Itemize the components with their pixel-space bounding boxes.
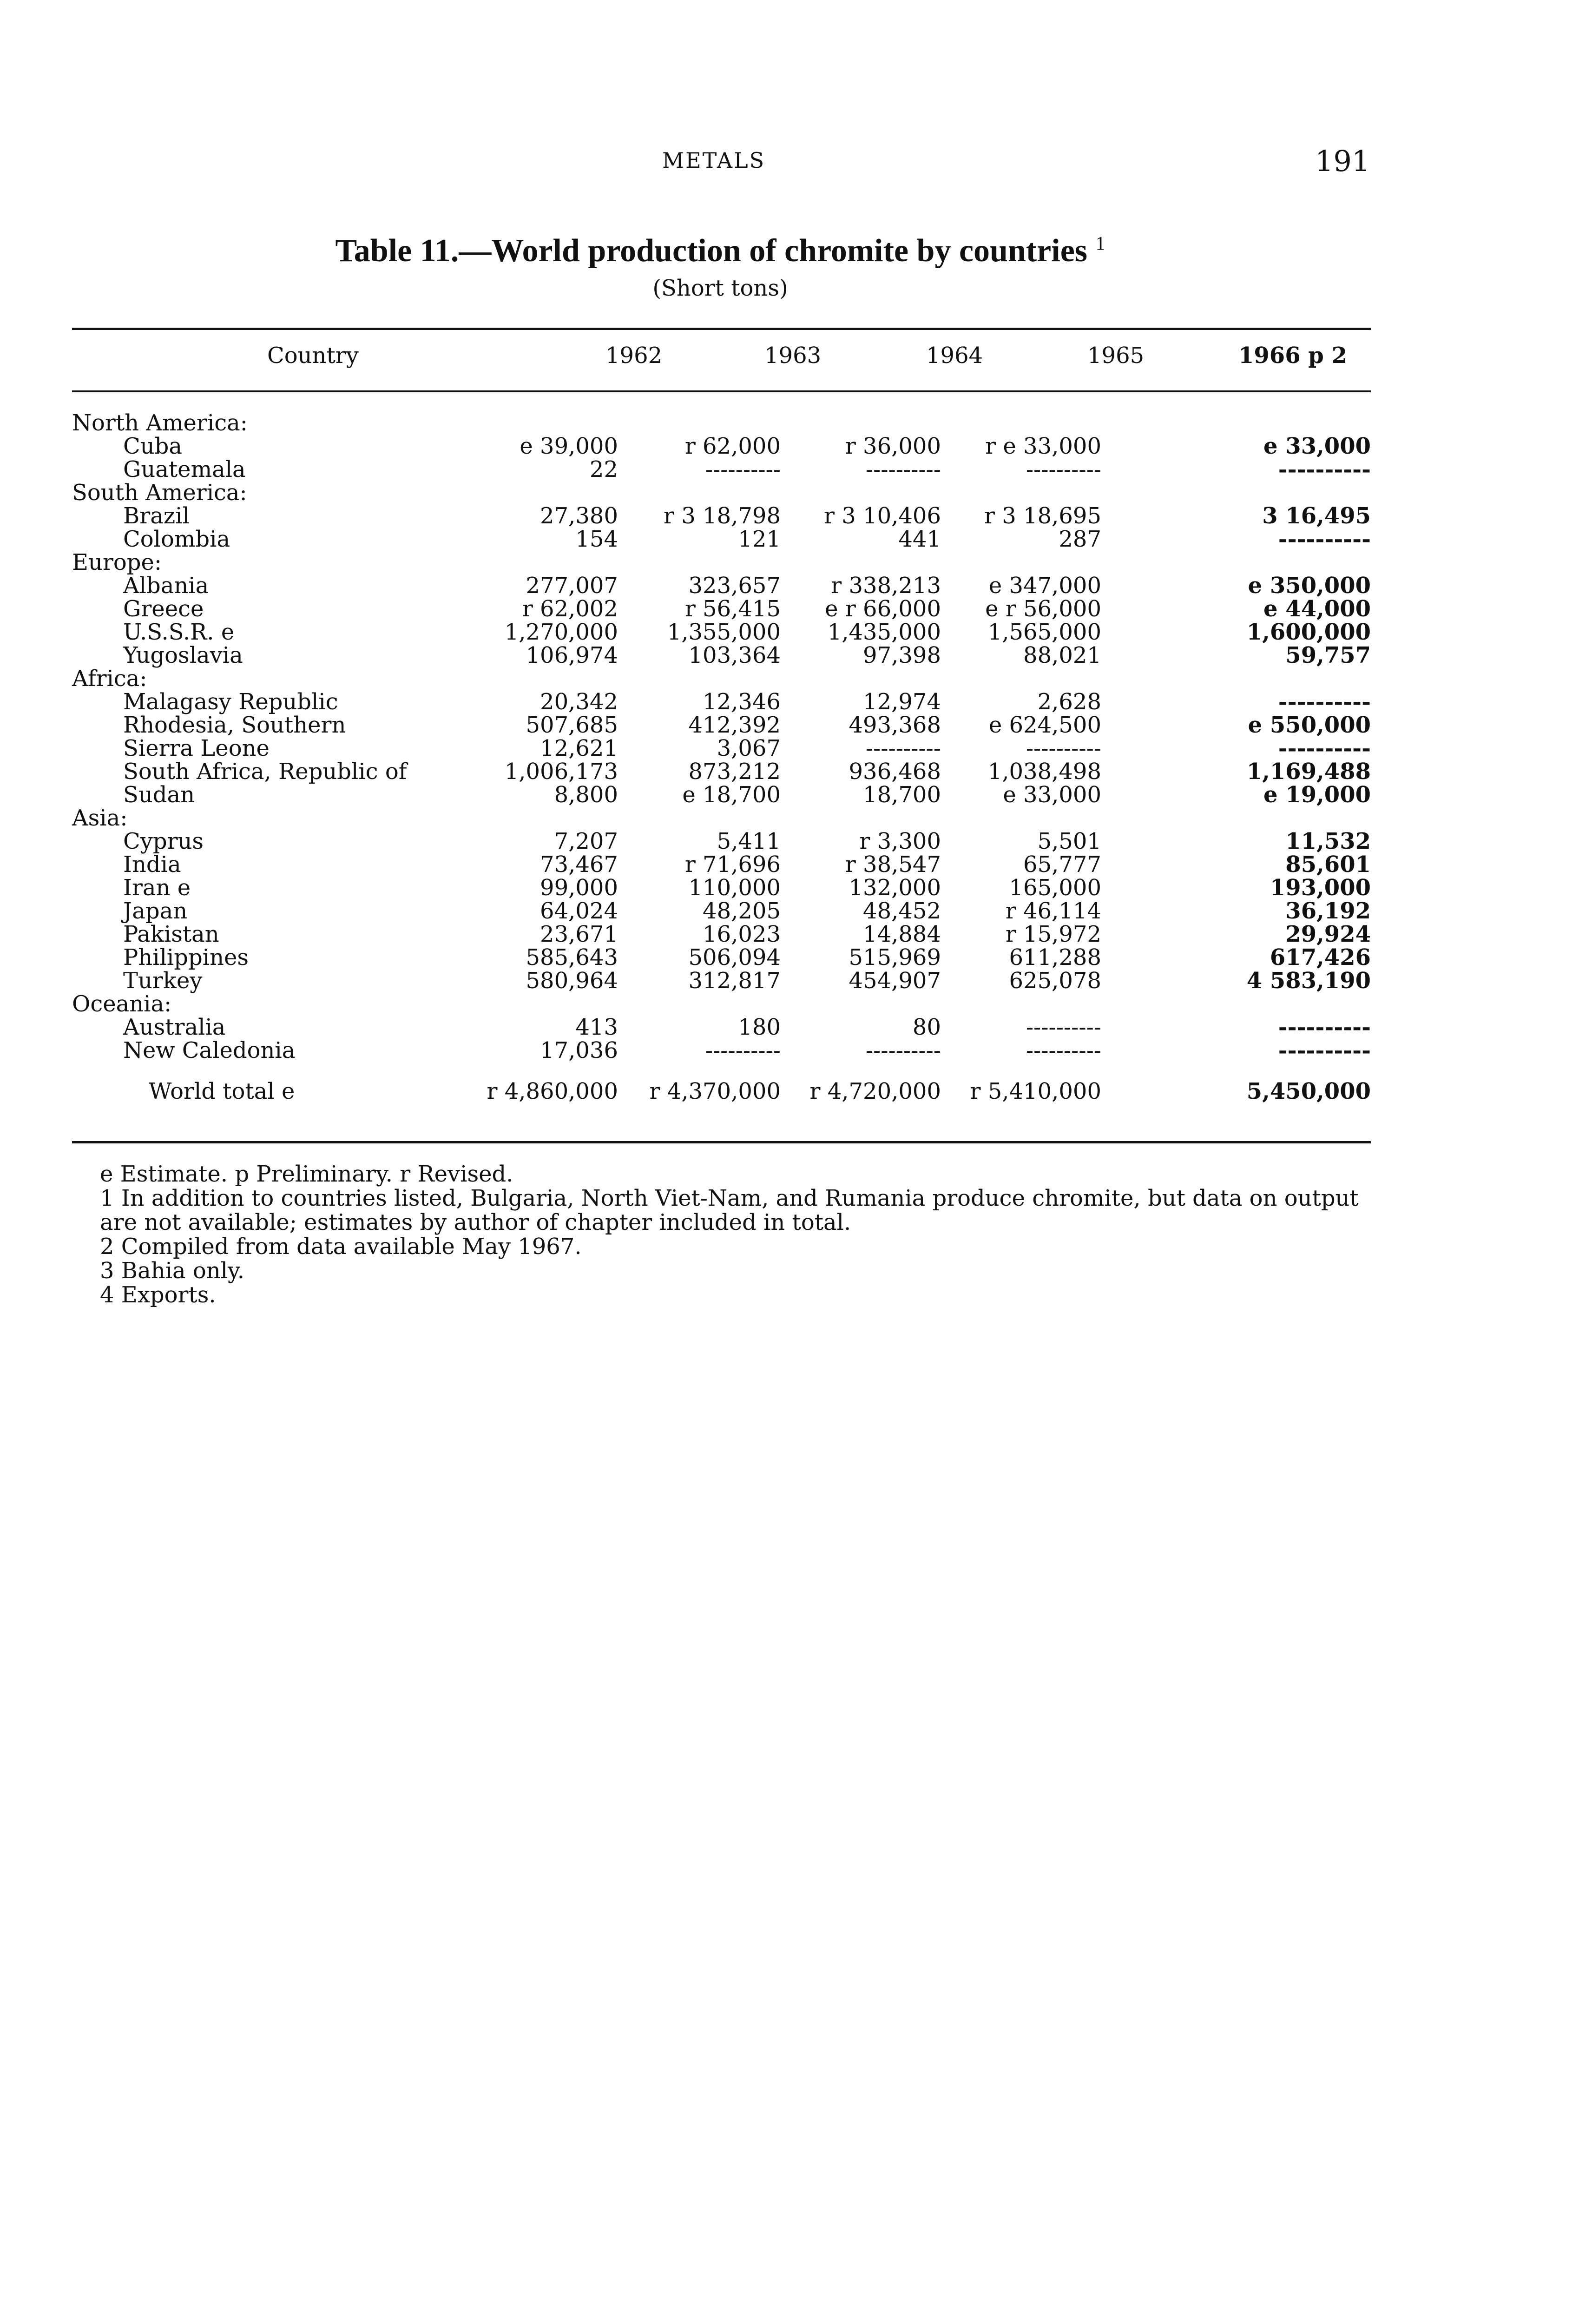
cell-1966: ---------- (1278, 689, 1371, 715)
table-row (72, 876, 1371, 899)
cell-1963: 412,392 (688, 712, 781, 738)
row-label: South Africa, Republic of (123, 759, 407, 785)
table-row (72, 853, 1371, 876)
row-label: Sierra Leone (123, 735, 270, 761)
region-row (72, 667, 1371, 690)
cell-1962: 22 (589, 456, 618, 482)
cell-1965: 65,777 (1023, 852, 1101, 878)
table-row (72, 923, 1371, 946)
cell-1964: r 38,547 (845, 852, 941, 878)
cell-1964: r 338,213 (831, 573, 941, 599)
table-row (72, 760, 1371, 783)
region-row (72, 806, 1371, 830)
cell-1966: e 350,000 (1248, 573, 1371, 599)
cell-1962: r 4,860,000 (487, 1078, 618, 1104)
cell-1964: 48,452 (863, 898, 941, 924)
col-1966: 1966 p 2 (1238, 343, 1347, 369)
cell-1964: r 4,720,000 (809, 1078, 941, 1104)
footnote-4: 4 Exports. (100, 1282, 216, 1308)
table-row (72, 435, 1371, 458)
cell-1966: e 33,000 (1263, 433, 1371, 459)
cell-1964: 132,000 (849, 875, 941, 901)
row-label: Japan (123, 898, 188, 924)
cell-1965: 611,288 (1009, 944, 1101, 971)
table-row (72, 644, 1371, 667)
cell-1962: 27,380 (540, 503, 618, 529)
table-row (72, 621, 1371, 644)
cell-1962: 507,685 (526, 712, 618, 738)
col-1962: 1962 (605, 343, 663, 369)
col-1963: 1963 (764, 343, 822, 369)
row-label: Pakistan (123, 921, 219, 947)
cell-1964: 936,468 (849, 759, 941, 785)
table-row (72, 737, 1371, 760)
row-label: Turkey (123, 968, 203, 994)
cell-1964: 97,398 (863, 642, 941, 668)
table-row (72, 946, 1371, 969)
cell-1962: e 39,000 (520, 433, 618, 459)
header-rule (72, 390, 1371, 392)
row-label: Sudan (123, 782, 195, 808)
table-row (72, 528, 1371, 551)
cell-1965: r 3 18,695 (984, 503, 1101, 529)
col-country: Country (267, 343, 359, 369)
cell-1966: 11,532 (1285, 828, 1371, 854)
table-caption (0, 232, 1441, 301)
row-label: U.S.S.R. e (123, 619, 235, 645)
table-row (72, 1039, 1371, 1062)
cell-1962: 277,007 (526, 573, 618, 599)
cell-1964: 493,368 (849, 712, 941, 738)
cell-1965: e r 56,000 (985, 596, 1101, 622)
cell-1965: r 5,410,000 (970, 1078, 1101, 1104)
cell-1965: e 347,000 (988, 573, 1101, 599)
table-row (72, 504, 1371, 528)
section-title: METALS (662, 148, 766, 173)
cell-1963: r 3 18,798 (664, 503, 781, 529)
region-row (72, 411, 1371, 435)
region-row (72, 481, 1371, 504)
region-row (72, 551, 1371, 574)
cell-1963: 506,094 (688, 944, 781, 971)
cell-1965: 5,501 (1037, 828, 1101, 854)
cell-1965: 1,038,498 (987, 759, 1101, 785)
cell-1965: ---------- (1026, 1037, 1101, 1063)
cell-1962: 73,467 (540, 852, 618, 878)
cell-1963: ---------- (705, 456, 781, 482)
cell-1963: 312,817 (688, 968, 781, 994)
cell-1963: 3,067 (717, 735, 781, 761)
cell-1962: 413 (575, 1014, 618, 1040)
cell-1965: e 33,000 (1003, 782, 1101, 808)
row-label: Oceania: (72, 991, 172, 1017)
region-row (72, 992, 1371, 1016)
col-1965: 1965 (1087, 343, 1145, 369)
cell-1963: 103,364 (688, 642, 781, 668)
cell-1964: 14,884 (863, 921, 941, 947)
cell-1963: 16,023 (703, 921, 781, 947)
row-label: Rhodesia, Southern (123, 712, 346, 738)
cell-1965: 88,021 (1023, 642, 1101, 668)
row-label: Australia (123, 1014, 226, 1040)
bottom-rule (72, 1141, 1371, 1143)
cell-1966: e 19,000 (1263, 782, 1371, 808)
row-label: Europe: (72, 549, 162, 575)
cell-1964: ---------- (865, 456, 941, 482)
table-row (72, 830, 1371, 853)
table-row (72, 1016, 1371, 1039)
cell-1965: ---------- (1026, 456, 1101, 482)
cell-1966: ---------- (1278, 735, 1371, 761)
footnote-legend: e Estimate. p Preliminary. r Revised. (100, 1161, 513, 1187)
cell-1966: ---------- (1278, 1037, 1371, 1063)
cell-1963: r 56,415 (684, 596, 781, 622)
cell-1963: 323,657 (688, 573, 781, 599)
footnote-1: 1 In addition to countries listed, Bulgaria, North Viet-Nam, and Rumania produce chromite, but data on output are not available; estimates by author of chapter included in total. (100, 1185, 1359, 1235)
cell-1964: 515,969 (849, 944, 941, 971)
cell-1966: ---------- (1278, 526, 1371, 552)
row-label: North America: (72, 410, 248, 436)
cell-1966: 4 583,190 (1246, 968, 1371, 994)
cell-1962: 1,006,173 (504, 759, 618, 785)
cell-1962: 23,671 (540, 921, 618, 947)
table-title: Table 11.—World production of chromite by countries $^1$ (335, 233, 1105, 269)
cell-1966: 59,757 (1285, 642, 1371, 668)
cell-1965: ---------- (1026, 1014, 1101, 1040)
cell-1966: 36,192 (1285, 898, 1371, 924)
table-row (72, 574, 1371, 597)
cell-1962: 12,621 (540, 735, 618, 761)
cell-1966: 1,600,000 (1246, 619, 1371, 645)
cell-1966: 5,450,000 (1246, 1078, 1371, 1104)
cell-1962: 106,974 (526, 642, 618, 668)
footnotes (72, 1162, 1373, 1307)
cell-1966: ---------- (1278, 456, 1371, 482)
cell-1964: r 3 10,406 (824, 503, 941, 529)
cell-1966: 85,601 (1285, 852, 1371, 878)
cell-1966: ---------- (1278, 1014, 1371, 1040)
cell-1963: r 62,000 (684, 433, 781, 459)
total-row (72, 1080, 1371, 1103)
cell-1965: r e 33,000 (985, 433, 1101, 459)
cell-1963: 180 (738, 1014, 781, 1040)
cell-1963: 873,212 (688, 759, 781, 785)
table-row (72, 458, 1371, 481)
row-label: Cuba (123, 433, 182, 459)
table-row (72, 690, 1371, 713)
row-label: Greece (123, 596, 204, 622)
cell-1966: 1,169,488 (1246, 759, 1371, 785)
cell-1963: r 4,370,000 (649, 1078, 781, 1104)
page-number: 191 (1315, 144, 1370, 178)
cell-1963: 1,355,000 (667, 619, 781, 645)
row-label: Philippines (123, 944, 249, 971)
row-label: Iran e (123, 875, 191, 901)
row-label: South America: (72, 480, 247, 506)
row-label: Brazil (123, 503, 190, 529)
table-row (72, 969, 1371, 992)
cell-1965: 2,628 (1037, 689, 1101, 715)
cell-1963: ---------- (705, 1037, 781, 1063)
table-row (72, 899, 1371, 923)
row-label: Colombia (123, 526, 230, 552)
cell-1963: 12,346 (703, 689, 781, 715)
cell-1964: ---------- (865, 1037, 941, 1063)
row-label: World total e (149, 1078, 295, 1104)
cell-1964: 18,700 (863, 782, 941, 808)
cell-1965: 287 (1059, 526, 1101, 552)
cell-1966: 193,000 (1270, 875, 1371, 901)
cell-1965: ---------- (1026, 735, 1101, 761)
table-header-row (72, 344, 1371, 390)
cell-1963: 121 (738, 526, 781, 552)
cell-1962: 585,643 (526, 944, 618, 971)
cell-1962: 20,342 (540, 689, 618, 715)
cell-1966: e 550,000 (1248, 712, 1371, 738)
cell-1962: 8,800 (554, 782, 618, 808)
cell-1963: e 18,700 (682, 782, 781, 808)
footnote-3: 3 Bahia only. (100, 1258, 244, 1284)
cell-1962: 154 (575, 526, 618, 552)
cell-1963: 110,000 (688, 875, 781, 901)
row-label: Africa: (72, 666, 147, 692)
cell-1962: 580,964 (526, 968, 618, 994)
cell-1964: 80 (912, 1014, 941, 1040)
top-rule (72, 328, 1371, 330)
cell-1964: ---------- (865, 735, 941, 761)
cell-1965: 1,565,000 (987, 619, 1101, 645)
row-label: Asia: (72, 805, 128, 831)
footnote-2: 2 Compiled from data available May 1967. (100, 1234, 582, 1260)
table-row (72, 713, 1371, 737)
cell-1964: 12,974 (863, 689, 941, 715)
cell-1964: r 36,000 (845, 433, 941, 459)
cell-1962: 64,024 (540, 898, 618, 924)
cell-1965: 165,000 (1009, 875, 1101, 901)
table-unit: (Short tons) (652, 275, 788, 301)
cell-1965: 625,078 (1009, 968, 1101, 994)
row-label: Malagasy Republic (123, 689, 338, 715)
cell-1964: r 3,300 (859, 828, 941, 854)
cell-1962: r 62,002 (522, 596, 618, 622)
cell-1966: 29,924 (1285, 921, 1371, 947)
cell-1965: r 46,114 (1005, 898, 1101, 924)
cell-1962: 17,036 (540, 1037, 618, 1063)
col-1964: 1964 (926, 343, 983, 369)
cell-1966: 617,426 (1270, 944, 1371, 971)
table-row (72, 783, 1371, 806)
table-body (72, 411, 1371, 1103)
cell-1965: r 15,972 (1005, 921, 1101, 947)
table-row (72, 597, 1371, 621)
cell-1964: 454,907 (849, 968, 941, 994)
cell-1962: 99,000 (540, 875, 618, 901)
row-label: Yugoslavia (123, 642, 243, 668)
cell-1962: 1,270,000 (504, 619, 618, 645)
cell-1963: 5,411 (717, 828, 781, 854)
cell-1966: 3 16,495 (1262, 503, 1371, 529)
cell-1963: r 71,696 (684, 852, 781, 878)
cell-1964: e r 66,000 (825, 596, 941, 622)
cell-1962: 7,207 (554, 828, 618, 854)
cell-1964: 441 (898, 526, 941, 552)
cell-1963: 48,205 (703, 898, 781, 924)
row-label: India (123, 852, 181, 878)
cell-1964: 1,435,000 (827, 619, 941, 645)
row-label: Guatemala (123, 456, 246, 482)
cell-1965: e 624,500 (988, 712, 1101, 738)
row-label: Cyprus (123, 828, 204, 854)
row-label: New Caledonia (123, 1037, 296, 1063)
row-label: Albania (123, 573, 209, 599)
cell-1966: e 44,000 (1263, 596, 1371, 622)
